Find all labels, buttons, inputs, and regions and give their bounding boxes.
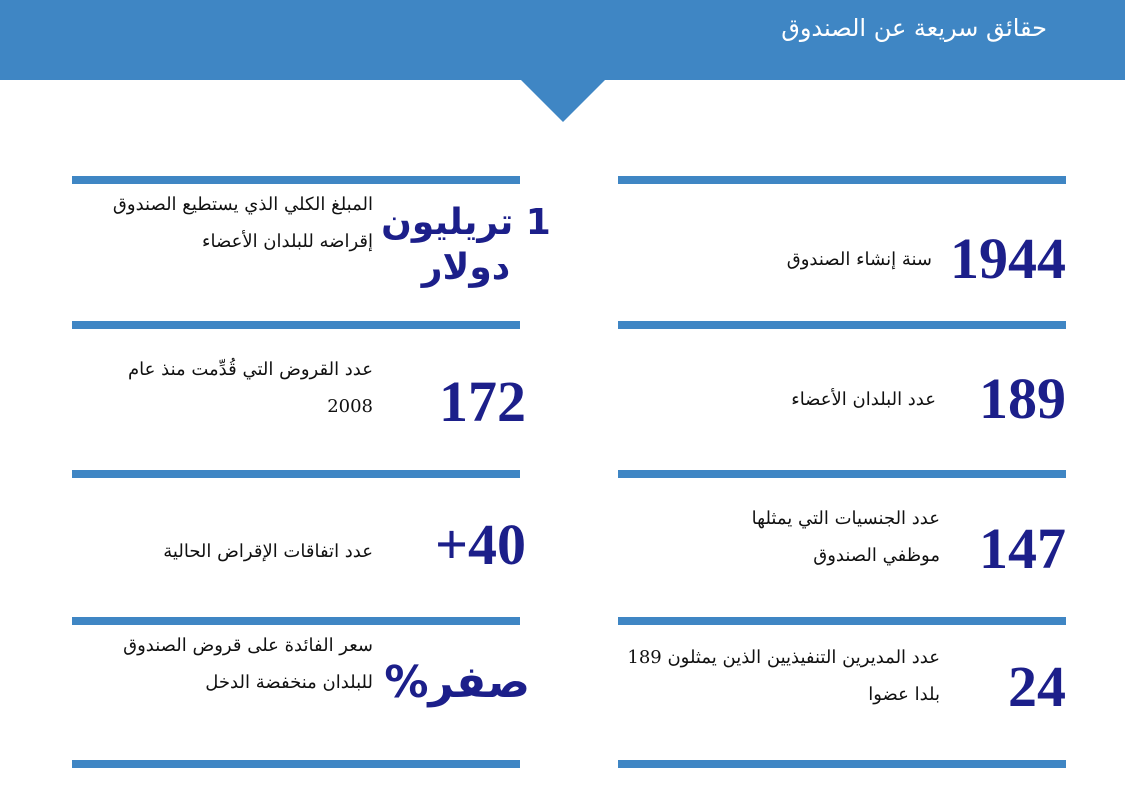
separator-rule	[618, 321, 1066, 329]
separator-rule	[618, 760, 1066, 768]
separator-rule	[618, 470, 1066, 478]
fact-value: صفر%	[384, 657, 530, 708]
fact-value: 147	[979, 516, 1066, 581]
fact-value: 24	[1008, 654, 1066, 719]
fact-loans-since-2008	[72, 331, 526, 468]
separator-rule	[72, 617, 520, 625]
separator-rule	[72, 176, 520, 184]
fact-value: 1 تريليون دولار	[381, 202, 551, 288]
header-banner	[0, 0, 1125, 80]
fact-value: 189	[979, 366, 1066, 431]
fact-label: عدد الجنسيات التي يمثلها موظفي الصندوق	[751, 508, 940, 566]
fact-label: عدد القروض التي قُدِّمت منذ عام 2008	[128, 359, 373, 417]
separator-rule	[618, 176, 1066, 184]
fact-member-countries	[618, 331, 1066, 468]
separator-rule	[72, 470, 520, 478]
separator-rule	[618, 617, 1066, 625]
fact-label: سنة إنشاء الصندوق	[786, 249, 932, 270]
header-pointer	[521, 80, 605, 122]
fact-current-arrangements	[72, 480, 526, 615]
fact-label: عدد البلدان الأعضاء	[791, 389, 936, 410]
fact-value: +40	[434, 512, 526, 577]
fact-founding-year	[618, 186, 1066, 319]
fact-executive-directors	[618, 627, 1066, 758]
fact-lending-capacity	[72, 186, 551, 319]
fact-staff-nationalities	[618, 480, 1066, 615]
separator-rule	[72, 760, 520, 768]
fact-label: عدد المديرين التنفيذيين الذين يمثلون 189 بلدا عضوا	[627, 647, 940, 705]
fact-label: عدد اتفاقات الإقراض الحالية	[163, 541, 373, 562]
fact-label: المبلغ الكلي الذي يستطيع الصندوق إقراضه للبلدان الأعضاء	[112, 194, 373, 252]
page-title: حقائق سريعة عن الصندوق	[781, 14, 1047, 42]
fact-value: 1944	[950, 226, 1066, 291]
separator-rule	[72, 321, 520, 329]
fact-label: سعر الفائدة على قروض الصندوق للبلدان منخفضة الدخل	[123, 635, 373, 693]
fact-interest-rate	[72, 627, 530, 758]
fact-value: 172	[439, 369, 526, 434]
